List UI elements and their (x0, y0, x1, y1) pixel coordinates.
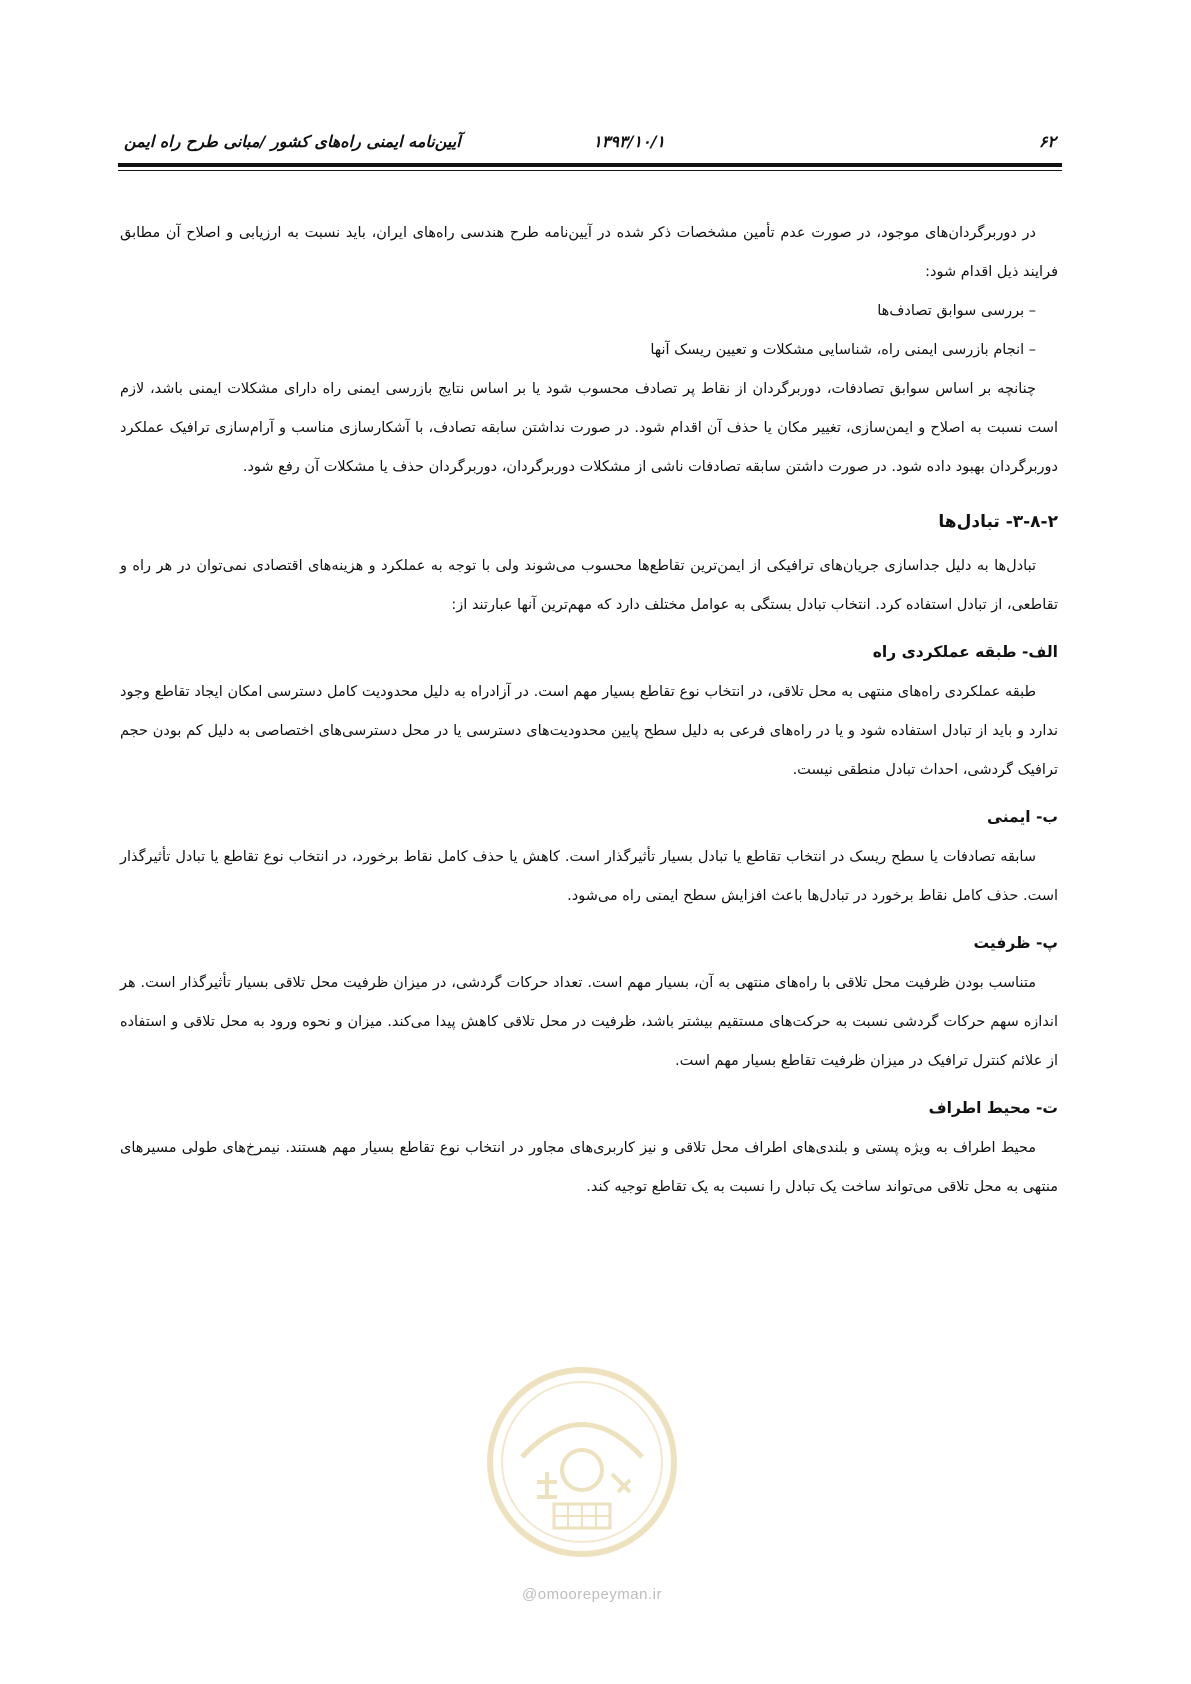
section-intro-paragraph: تبادل‌ها به دلیل جداسازی جریان‌های ترافیکی از ایمن‌ترین تقاطع‌ها محسوب می‌شوند ولی با توجه به عملکرد و هزینه‌های اقتصادی نمی‌توان در هر راه و تقاطعی، از تبادل استفاده کرد. انتخاب تبادل بستگی به عوامل مختلف دارد که مهم‌ترین آنها عبارتند از: (120, 558, 1058, 613)
subsection-heading-surroundings: ت- محیط اطراف (928, 1099, 1058, 1117)
subsection-paragraph: طبقه عملکردی راه‌های منتهی به محل تلاقی، در انتخاب نوع تقاطع بسیار مهم است. در آزادراه به دلیل محدودیت کامل دسترسی امکان ایجاد تقاطع وجود ندارد و باید از تبادل استفاده شود و یا در راه‌های فرعی به دلیل سطح پایین محدودیت‌های دسترسی یا در محل دسترسی‌های اختصاصی به دلیل کم بودن حجم ترافیک گردشی، احداث تبادل منطقی نیست. (120, 684, 1058, 778)
subsection-paragraph: متناسب بودن ظرفیت محل تلاقی با راه‌های منتهی به آن، بسیار مهم است. تعداد حرکات گردشی، در میزان ظرفیت محل تلاقی بسیار تأثیرگذار است. هر اندازه سهم حرکات گردشی نسبت به حرکت‌های مستقیم بیشتر باشد، ظرفیت در محل تلاقی کاهش پیدا می‌کند. میزان و نحوه ورود به محل تلاقی و استفاده از علائم کنترل ترافیک در میزان ظرفیت تقاطع بسیار مهم است. (120, 975, 1058, 1069)
document-body (120, 214, 1058, 1207)
watermark-url: @omoorepeyman.ir (522, 1586, 662, 1603)
intro-paragraph: در دوربرگردان‌های موجود، در صورت عدم تأمین مشخصات ذکر شده در آیین‌نامه طرح هندسی راه‌های ایران، باید نسبت به ارزیابی و اصلاح آن مطابق فرایند ذیل اقدام شود: (120, 225, 1058, 280)
section-heading: ۳-۸-۲- تبادل‌ها (938, 512, 1058, 532)
header-date: ۱۳۹۳/۱۰/۱ (593, 132, 665, 151)
subsection-heading-safety: ب- ایمنی (987, 808, 1058, 826)
header-rule-thick (118, 163, 1062, 167)
bullet-item: – بررسی سوابق تصادف‌ها (877, 303, 1036, 319)
seal-emblem-icon (482, 1362, 682, 1562)
subsection-paragraph: محیط اطراف به ویژه پستی و بلندی‌های اطراف محل تلاقی و نیز کاربری‌های مجاور در انتخاب نوع تقاطع بسیار مهم هستند. نیمرخ‌های طولی مسیرهای منتهی به محل تلاقی می‌تواند ساخت یک تبادل را نسبت به یک تقاطع توجیه کند. (120, 1140, 1058, 1195)
page-number: ۶۲ (1038, 132, 1056, 151)
body-paragraph: چنانچه بر اساس سوابق تصادفات، دوربرگردان از نقاط پر تصادف محسوب شود یا بر اساس نتایج بازرسی ایمنی راه دارای مشکلات ایمنی باشد، لازم است نسبت به اصلاح و ایمن‌سازی، تغییر مکان یا حذف آن اقدام شود. در صورت نداشتن سابقه تصادف، با آشکارسازی مناسب و آرام‌سازی ترافیک عملکرد دوربرگردان بهبود داده شود. در صورت داشتن سابقه تصادفات ناشی از مشکلات دوربرگردان، دوربرگردان حذف یا مشکلات آن رفع شود. (120, 381, 1058, 475)
header-rule-thin (118, 170, 1062, 171)
subsection-heading-capacity: پ- ظرفیت (973, 934, 1058, 952)
header-title: آیین‌نامه ایمنی راه‌های کشور /مبانی طرح راه ایمن (124, 132, 461, 151)
bullet-item: – انجام بازرسی ایمنی راه، شناسایی مشکلات و تعیین ریسک آنها (650, 342, 1036, 358)
page-header (120, 126, 1060, 160)
subsection-paragraph: سابقه تصادفات یا سطح ریسک در انتخاب تقاطع یا تبادل بسیار تأثیرگذار است. کاهش یا حذف کامل نقاط برخورد، در انتخاب نوع تقاطع یا تبادل تأثیرگذار است. حذف کامل نقاط برخورد در تبادل‌ها باعث افزایش سطح ایمنی راه می‌شود. (120, 849, 1058, 904)
subsection-heading-functional-class: الف- طبقه عملکردی راه (872, 643, 1058, 661)
